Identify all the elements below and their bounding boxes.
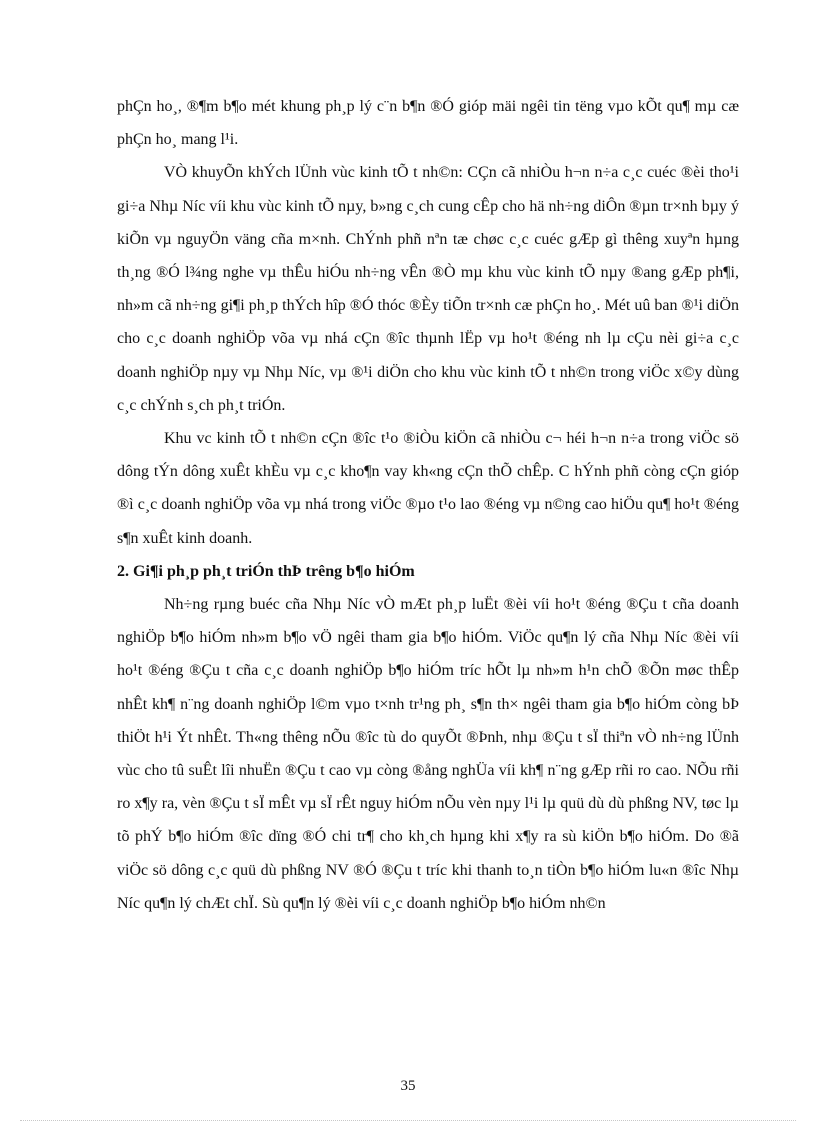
body-text	[117, 90, 739, 920]
bottom-divider	[20, 1120, 796, 1121]
page-number: 35	[400, 1078, 416, 1094]
paragraph-continuation: phÇn ho¸, ®¶m b¶o mét khung ph¸p lý c¨n b¶n ®Ó gióp mäi ngêi tin tëng vµo kÕt qu¶ mµ cæ phÇn ho¸ mang l¹i.	[117, 98, 739, 149]
section-heading: 2. Gi¶i ph¸p ph¸t triÓn thÞ trêng b¶o hiÓm	[117, 562, 415, 580]
paragraph-private-sector: VÒ khuyÕn khÝch lÜnh vùc kinh tÕ t nh©n: CÇn cã nhiÒu h¬n n÷a c¸c cuéc ®èi tho¹i gi÷a Nhµ Níc víi khu vùc kinh tÕ nµy, b»ng c¸ch cung cÊp cho hä nh÷ng diÔn ®µn tr×nh bµy ý kiÕn vµ nguyÖn väng cña m×nh. ChÝnh phñ nªn tæ chøc c¸c cuéc gÆp gì thêng xuyªn hµng th¸ng ®Ó l¾ng nghe vµ thÊu hiÓu nh÷ng vÊn ®Ò mµ khu vùc kinh tÕ nµy ®ang gÆp ph¶i, nh»m cã nh÷ng gi¶i ph¸p thÝch hîp ®Ó thóc ®Èy tiÕn tr×nh cæ phÇn ho¸. Mét uû ban ®¹i diÖn cho c¸c doanh nghiÖp võa vµ nhá cÇn ®îc thµnh lËp vµ ho¹t ®éng nh lµ cÇu nèi gi÷a c¸c doanh nghiÖp nµy vµ Nhµ Níc, vµ ®¹i diÖn cho khu vùc kinh tÕ t nh©n trong viÖc x©y dùng c¸c chÝnh s¸ch ph¸t triÓn.	[117, 164, 739, 414]
paragraph-credit-access: Khu vc kinh tÕ t nh©n cÇn ®îc t¹o ®iÒu kiÖn cã nhiÒu c¬ héi h¬n n÷a trong viÖc sö dông tÝn dông xuÊt khÈu vµ c¸c kho¶n vay kh«ng cÇn thÕ chÊp. C hÝnh phñ còng cÇn gióp ®ì c¸c doanh nghiÖp võa vµ nhá trong viÖc ®µo t¹o lao ®éng vµ n©ng cao hiÖu qu¶ ho¹t ®éng s¶n xuÊt kinh doanh.	[117, 430, 739, 547]
paragraph-insurance: Nh÷ng rµng buéc cña Nhµ Níc vÒ mÆt ph¸p luËt ®èi víi ho¹t ®éng ®Çu t cña doanh nghiÖp b¶o hiÓm nh»m b¶o vÖ ngêi tham gia b¶o hiÓm. ViÖc qu¶n lý cña Nhµ Níc ®èi víi ho¹t ®éng ®Çu t cña c¸c doanh nghiÖp b¶o hiÓm tríc hÕt lµ nh»m h¹n chÕ ®Õn møc thÊp nhÊt kh¶ n¨ng doanh nghiÖp l©m vµo t×nh tr¹ng ph¸ s¶n th× ngêi tham gia b¶o hiÓm còng bÞ thiÖt h¹i Ýt nhÊt. Th«ng thêng nÕu ®îc tù do quyÕt ®Þnh, nhµ ®Çu t sÏ thiªn vÒ nh÷ng lÜnh vùc cho tû suÊt lîi nhuËn ®Çu t cao vµ còng ®ång nghÜa víi kh¶ n¨ng gÆp rñi ro cao. NÕu rñi ro x¶y ra, vèn ®Çu t sÏ mÊt vµ sÏ rÊt nguy hiÓm nÕu vèn nµy l¹i lµ quü dù dù phßng NV, tøc lµ tõ phÝ b¶o hiÓm ®îc dïng ®Ó chi tr¶ cho kh¸ch hµng khi x¶y ra sù kiÖn b¶o hiÓm. Do ®ã viÖc sö dông c¸c quü dù phßng NV ®Ó ®Çu t tríc khi thanh to¸n tiÒn b¶o hiÓm lu«n ®îc Nhµ Níc qu¶n lý chÆt chÏ. Sù qu¶n lý ®èi víi c¸c doanh nghiÖp b¶o hiÓm nh©n	[117, 596, 739, 912]
